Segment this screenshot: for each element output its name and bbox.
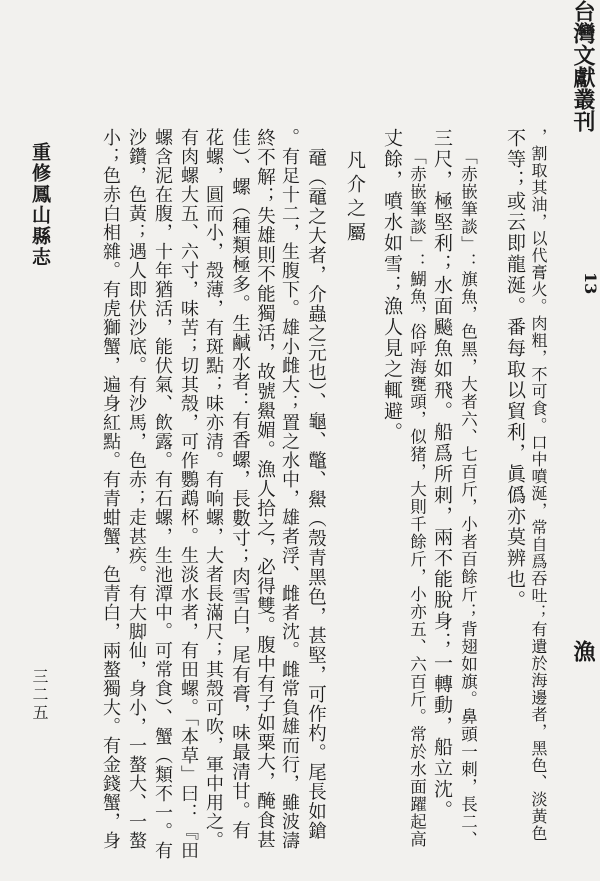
text-column-lower-3: 終不解；失雄則不能獨活，故號鱟媚。漁人拾之，必得雙。腹中有子如粟大，醃食甚 <box>254 128 276 850</box>
book-title: 重修鳳山縣志 <box>29 142 51 268</box>
text-column-upper-3: 「赤嵌筆談」：旗魚，色黑，大者六、七百斤，小者百餘斤；背翅如旗。鼻頭一刺，長二、 <box>458 148 478 848</box>
text-column-lower-5: 花螺，圓而小，殼薄，有斑點；味亦清。有响螺，大者長滿尺；其殼可吹，軍中用之。 <box>203 128 224 850</box>
section-title: 凡介之屬 <box>344 150 366 246</box>
side-mark: 13 <box>581 272 600 295</box>
text-column-lower-7: 螺含泥在腹，十年猶活，能伏氣、飲露。有石螺，生池潭中。可常食）、蟹（類不一。有 <box>152 128 173 860</box>
text-column-upper-2: 不等；或云即龍涎。番每取以貿利，眞僞亦莫辨也。 <box>504 128 526 611</box>
text-column-lower-4: 佳）、螺（種類極多。生鹹水者：有香螺，長數寸；肉雪白，尾有膏，味最清甘。有 <box>229 128 251 841</box>
text-column-upper-1: ，割取其油，以代膏火。肉粗，不可食。口中噴涎，常自爲吞吐；有遺於海邊者，黑色、淡黃色 <box>529 128 548 842</box>
series-header-right: 漁 <box>570 640 596 662</box>
text-column-upper-4: 三尺，極堅利；水面飈魚如飛。船爲所刺，兩不能脫身；一轉動，船立沈。 <box>431 128 453 821</box>
text-column-upper-6: 丈餘，噴水如雪；漁人見之輒避。 <box>381 128 403 443</box>
text-column-lower-9: 小；色赤白相雜。有虎獅蟹，遍身紅點。有青蚶蟹，色青白，兩螯獨大。有金錢蟹，身 <box>100 128 121 850</box>
text-column-lower-2: 。有足十二，生腹下。雄小雌大；置之水中，雄者浮、雌者沈。雌常負雄而行，雖波濤 <box>279 128 300 850</box>
page-number: 三二五 <box>30 668 49 722</box>
text-column-upper-5: 「赤嵌筆談」：鰗魚，俗呼海甕頭，似猪，大則千餘斤，小亦五、六百斤。常於水面躍起高 <box>407 148 427 848</box>
text-column-lower-8: 沙鑽，色黃；遇人即伏沙底。有沙馬，色赤；走甚疾。有大脚仙，身小，一螯大、一螯 <box>126 128 147 850</box>
page-edge-header <box>566 0 600 881</box>
text-column-lower-6: 有肉螺大五、六寸，味苦；切其殼，可作鸚鵡杯。生淡水者，有田螺。「本草」曰：『田 <box>178 128 199 860</box>
text-column-lower-1: 黿（黿之大者，介蟲之元也）、龜、鼈、鱟（殼青黑色，甚堅，可作杓。尾長如鎗 <box>305 148 327 841</box>
series-title-header: 台灣文獻叢刊 <box>570 0 596 132</box>
